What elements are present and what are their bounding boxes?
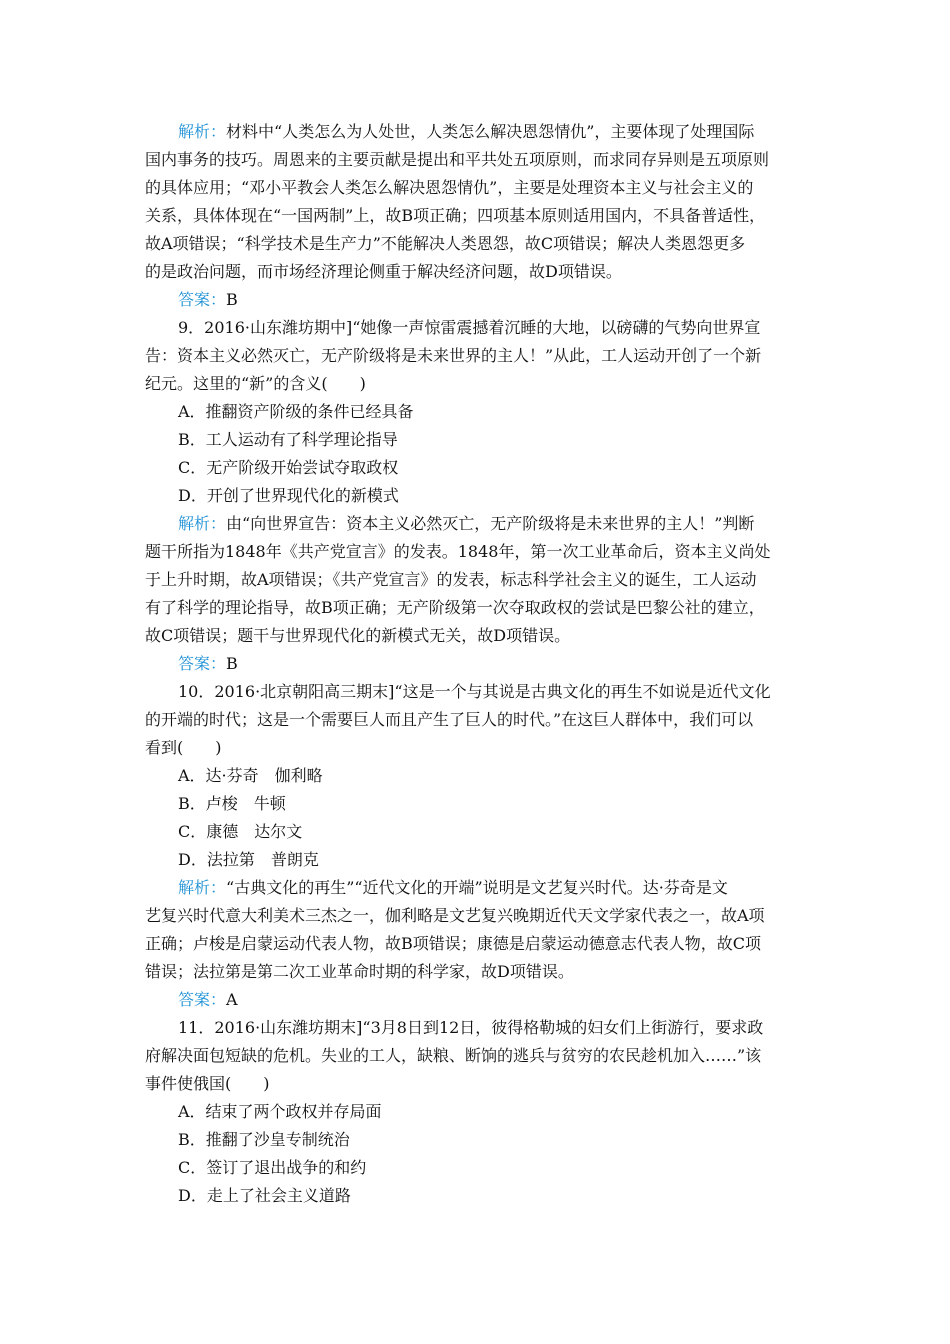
option-b: B．卢梭 牛顿 — [178, 794, 286, 813]
option-b: B．推翻了沙皇专制统治 — [178, 1130, 350, 1149]
answer-line — [145, 286, 815, 314]
answer-value: B — [226, 290, 238, 309]
answer-value: B — [226, 654, 238, 673]
text-line: 国内事务的技巧。周恩来的主要贡献是提出和平共处五项原则，而求同存异则是五项原则 — [145, 150, 770, 169]
answer-line — [145, 650, 815, 678]
question-stem-line: 10．2016·北京朝阳高三期末]“这是一个与其说是古典文化的再生不如说是近代文化 — [178, 682, 771, 701]
text-line: 有了科学的理论指导，故B项正确；无产阶级第一次夺取政权的尝试是巴黎公社的建立， — [145, 598, 765, 617]
question-stem-line: 11．2016·山东潍坊期末]“3月8日到12日，彼得格勒城的妇女们上街游行，要求政 — [178, 1018, 764, 1037]
question-stem-line: 府解决面包短缺的危机。失业的工人，缺粮、断饷的逃兵与贫穷的农民趁机加入……”该 — [145, 1046, 762, 1065]
option-d: D．法拉第 普朗克 — [178, 850, 319, 869]
answer-label: 答案： — [178, 654, 227, 673]
option-d: D．开创了世界现代化的新模式 — [178, 486, 399, 505]
analysis-block — [145, 874, 815, 986]
answer-line — [145, 986, 815, 1014]
analysis-block — [145, 118, 815, 286]
analysis-first-line — [145, 510, 815, 538]
analysis-first-line — [145, 874, 815, 902]
option-b: B．工人运动有了科学理论指导 — [178, 430, 398, 449]
text-line: 正确；卢梭是启蒙运动代表人物，故B项错误；康德是启蒙运动德意志代表人物，故C项 — [145, 934, 762, 953]
question-stem-line: 事件使俄国( ) — [145, 1074, 270, 1093]
question-block — [145, 678, 815, 874]
analysis-label: 解析： — [178, 122, 227, 141]
text-line: “古典文化的再生”“近代文化的开端”说明是文艺复兴时代。达·芬奇是文 — [226, 878, 728, 897]
option-a: A．达·芬奇 伽利略 — [178, 766, 323, 785]
question-stem-line: 9．2016·山东潍坊期中]“她像一声惊雷震撼着沉睡的大地，以磅礴的气势向世界宣 — [178, 318, 761, 337]
document-content — [145, 118, 815, 1210]
question-stem-line: 的开端的时代；这是一个需要巨人而且产生了巨人的时代。”在这巨人群体中，我们可以 — [145, 710, 754, 729]
question-block — [145, 314, 815, 510]
text-line: 故A项错误；“科学技术是生产力”不能解决人类恩怨，故C项错误；解决人类恩怨更多 — [145, 234, 746, 253]
text-line: 的是政治问题，而市场经济理论侧重于解决经济问题，故D项错误。 — [145, 262, 622, 281]
text-line: 关系，具体体现在“一国两制”上，故B项正确；四项基本原则适用国内，不具备普适性， — [145, 206, 766, 225]
text-line: 故C项错误；题干与世界现代化的新模式无关，故D项错误。 — [145, 626, 571, 645]
option-c: C．签订了退出战争的和约 — [178, 1158, 367, 1177]
question-stem-line: 告：资本主义必然灭亡，无产阶级将是未来世界的主人！”从此，工人运动开创了一个新 — [145, 346, 762, 365]
text-line: 的具体应用；“邓小平教会人类怎么解决恩怨情仇”，主要是处理资本主义与社会主义的 — [145, 178, 754, 197]
answer-value: A — [226, 990, 238, 1009]
text-line: 材料中“人类怎么为人处世，人类怎么解决恩怨情仇”，主要体现了处理国际 — [226, 122, 755, 141]
text-line: 于上升时期，故A项错误；《共产党宣言》的发表，标志科学社会主义的诞生，工人运动 — [145, 570, 757, 589]
analysis-first-line — [145, 118, 815, 146]
analysis-label: 解析： — [178, 514, 227, 533]
text-line: 艺复兴时代意大利美术三杰之一，伽利略是文艺复兴晚期近代天文学家代表之一，故A项 — [145, 906, 765, 925]
question-block — [145, 1014, 815, 1210]
text-line: 题干所指为1848年《共产党宣言》的发表。1848年，第一次工业革命后，资本主义尚处 — [145, 542, 771, 561]
question-stem-line: 看到( ) — [145, 738, 222, 757]
option-c: C．无产阶级开始尝试夺取政权 — [178, 458, 399, 477]
option-a: A．推翻资产阶级的条件已经具备 — [178, 402, 414, 421]
option-c: C．康德 达尔文 — [178, 822, 303, 841]
analysis-block — [145, 510, 815, 650]
text-line: 由“向世界宣告：资本主义必然灭亡，无产阶级将是未来世界的主人！”判断 — [226, 514, 755, 533]
analysis-label: 解析： — [178, 878, 227, 897]
option-a: A．结束了两个政权并存局面 — [178, 1102, 382, 1121]
answer-label: 答案： — [178, 990, 227, 1009]
option-d: D．走上了社会主义道路 — [178, 1186, 351, 1205]
question-stem-line: 纪元。这里的“新”的含义( ) — [145, 374, 366, 393]
text-line: 错误；法拉第是第二次工业革命时期的科学家，故D项错误。 — [145, 962, 574, 981]
answer-label: 答案： — [178, 290, 227, 309]
